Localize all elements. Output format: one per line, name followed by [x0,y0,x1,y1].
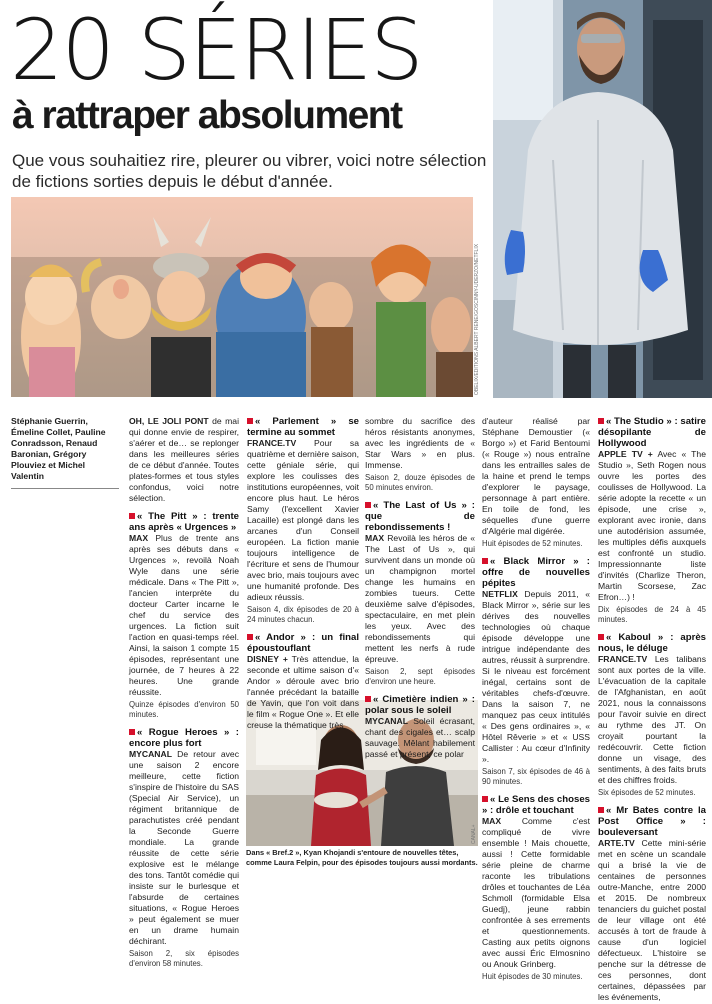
series-info: Huit épisodes de 52 minutes. [482,539,583,548]
bullet-square-icon [482,558,488,564]
series-info: Six épisodes de 52 minutes. [598,788,696,797]
photo-caption: Dans « Bref.2 », Kyan Khojandi s'entoure de nouvelles têtes, comme Laura Felpin, pour des épisodes toujours aussi mordants. [246,848,478,867]
bullet-square-icon [129,513,135,519]
series-body: NETFLIX Depuis 2011, « Black Mirror », série sur les dérives des nouvelles technologies où chaque épisode développe une intrigue indépendante des autres, réussit à surprendre. Si le niveau est forcément inégal, certains sont de véritables chefs-d'œuvre. Dans la saison 7, ne manquez pas ceux intitulés « Des gens ordinaires », « Hôtel Rêverie » et « USS Callister : Au cœur d'Infinity ». [482,589,590,764]
series-body-continued: d'auteur réalisé par Stéphane Demoustier (« Borgo ») et Farid Bentoumi (« Rouge ») nous entraîne dans les entrailles sales de la haine et prend le temps d'explorer le paysage, personnage à part entière. En toile de fond, les séquelles d'une guerre d'Algérie mal digérée. [482,416,590,536]
bullet-square-icon [598,807,604,813]
bullet-square-icon [365,502,371,508]
bullet-square-icon [247,634,253,640]
lead-paragraph [129,416,239,504]
channel-label: FRANCE.TV [247,438,297,448]
subheadline: à rattraper absolument [12,94,402,137]
channel-label: ARTE.TV [598,838,635,848]
bullet-square-icon [598,634,604,640]
channel-label: DISNEY + [247,654,288,664]
series-info: Saison 4, dix épisodes de 20 à 24 minutes chacun. [247,605,359,624]
lead-text: de mai qui donne envie de respirer, s'aérer et de… se replonger dans les meilleures séries de ce début d'année. Toutes plates-formes et tous styles confondus, voici notre sélection. [129,416,240,503]
series-info: Huit épisodes de 30 minutes. [482,972,583,981]
series-info: Saison 2, sept épisodes d'environ une heure. [365,667,475,686]
series-title: « The Pitt » : trente ans après « Urgences » [129,511,239,533]
series-body: MYCANAL Soleil écrasant, chant des cigales et… scalp sauvage. Mêlant habilement passé et présent, ce polar [365,716,475,759]
channel-label: MYCANAL [365,716,408,726]
bullet-square-icon [247,418,253,424]
column-4 [365,416,475,761]
series-info: Quinze épisodes d'environ 50 minutes. [129,700,239,719]
column-2 [129,416,239,970]
author-credits: Stéphanie Guerrin, Émeline Collet, Pauline Conradsson, Renaud Baronian, Grégory Plouviez et Michel Valentin [11,416,106,481]
series-title: « Mr Bates contre la Post Office » : bouleversant [598,805,706,838]
series-title: « Black Mirror » : offre de nouvelles pépites [482,556,590,589]
series-body-continued: sombre du sacrifice des héros résistants anonymes, avec les ingrédients de « Star Wars » en plus. Immense. [365,416,475,470]
photo-credit-top: OBELIX/EDITIONS ALBERT RENE/GOSCINNY-UDERZO/NETFLIX [474,243,480,395]
column-5 [482,416,590,983]
series-body: FRANCE.TV Les talibans sont aux portes de la ville. L'évacuation de la capitale de l'Afghanistan, en août 2021, nous la connaissons pour l'avoir suivie en direct au rythme des JT. On croyait pourtant la redécouvrir. Cette fiction donne un visage, des sentiments, à des faits bruts et des chiffres froids. [598,654,706,785]
channel-label: MAX [129,533,149,543]
series-title: « The Last of Us » : que de rebondissements ! [365,500,475,533]
series-body: ARTE.TV Cette mini-série met en scène un scandale qui a brisé la vie de centaines de personnes outre-Manche, entre 2000 et 2015. De nombreux tenanciers du guichet postal de leur village ont été accusés à tort de fraude à cause d'un logiciel défectueux. L'histoire se penche sur la détresse de ces personnes, dont certaines, dépassées par les événements, [598,838,706,1002]
headline: 20 SÉRIES [10,1,422,99]
series-body: FRANCE.TV Pour sa quatrième et dernière saison, cette géniale série, qui explore les coulisses des institutions européennes, voit encore plus haut. Le héros Samy (l'excellent Xavier Lacaille) est plongé dans les arcanes d'un Conseil européen. La fiction manie toujours intelligence de l'écriture et sens de l'humour avec brio, mais toujours avec une humanité profonde. Des adieux réussis. [247,438,359,602]
series-title: « The Studio » : satire désopilante de Hollywood [598,416,706,449]
series-info: Dix épisodes de 24 à 45 minutes. [598,605,706,624]
series-info: Saison 2, douze épisodes de 50 minutes environ. [365,473,475,492]
channel-label: MAX [482,816,502,826]
series-title: « Andor » : un final époustouflant [247,632,359,654]
bullet-square-icon [365,696,371,702]
lead-keyword: OH, LE JOLI PONT [129,416,209,426]
channel-label: NETFLIX [482,589,518,599]
photo-credit-kitchen: CANAL+ [471,824,477,844]
bullet-square-icon [598,418,604,424]
column-3 [247,416,359,732]
series-body: APPLE TV + Avec « The Studio », Seth Rogen nous ouvre les portes des coulisses de Hollywood. La série adopte la recette « un épisode, une crise », explorant avec ironie, dans une autodérision assumée, les multiples défis auxquels est confronté un studio. Impressionnante liste d'invités (Charlize Theron, Martin Scorsese, Zac Efron…) ! [598,449,706,602]
series-body: DISNEY + Très attendue, la seconde et ultime saison d'« Andor » déroule avec brio l'année précédant la bataille de Yavin, que l'on voit dans le film « Rogue One ». Et elle creuse la thématique très [247,654,360,730]
series-title: « Kaboul » : après nous, le déluge [598,632,706,654]
series-body: MAX Revoilà les héros de « The Last of Us », qui survivent dans un monde où un champignon mortel change les humains en zombies tueurs. Cette deuxième salve d'épisodes, spectaculaire, en met plein les yeux. Avec des rebondissements qui mettent les nerfs à rude épreuve. [365,533,476,664]
series-info: Saison 2, six épisodes d'environ 58 minutes. [129,949,239,968]
series-body: MAX Comme c'est compliqué de vivre ensemble ! Mais chouette, aussi ! Cette formidable série pleine de charme raconte les tribulations drôles et touchantes de Léa Schmoll (formidable Elsa Guedj), jeune rabbin confrontée à ses errements et questionnements. Casting aux petits oignons avec aussi Éric Elmosnino ou Anouk Grinberg. [482,816,590,969]
photo-asterix-cartoon [11,197,473,397]
series-info: Saison 7, six épisodes de 46 à 90 minutes. [482,767,590,786]
column-6 [598,416,706,1004]
bullet-square-icon [482,796,488,802]
series-title: « Le Sens des choses » : drôle et touchant [482,794,590,816]
series-body: MAX Plus de trente ans après ses débuts dans « Urgences », revoilà Noah Wyle dans une série médicale. Dans « The Pitt », l'ancien interprète du docteur Carter incarne le chef du service des urgences. La fiction suit l'action en quasi-temps réel. Ainsi, la saison 1 compte 15 épisodes, représentant une journée, de 7 heures à 22 heures. Une grande réussite. [129,533,239,697]
series-title: « Cimetière indien » : polar sous le soleil [365,694,475,716]
series-body: MYCANAL De retour avec une saison 2 encore meilleure, cette fiction s'inspire de l'histoire du SAS (Special Air Service), un régiment britannique de parachutistes créé pendant la Seconde Guerre mondiale. La grande réussite de cette série explosive est le mélange des tons. Tantôt comédie qui insiste sur le burlesque et l'absurde de certaines situations, « Rogue Heroes » peut également se muer en un drame humain déchirant. [129,749,239,946]
channel-label: MYCANAL [129,749,172,759]
channel-label: MAX [365,533,385,543]
column-authors [11,416,119,489]
channel-label: APPLE TV + [598,449,653,459]
channel-label: FRANCE.TV [598,654,648,664]
photo-lab-man [493,0,712,398]
series-title: « Parlement » se termine au sommet [247,416,359,438]
bullet-square-icon [129,729,135,735]
series-title: « Rogue Heroes » : encore plus fort [129,727,239,749]
intro-text: Que vous souhaitiez rire, pleurer ou vibrer, voici notre sélection de fictions sorties depuis le début d'année. [12,151,487,191]
